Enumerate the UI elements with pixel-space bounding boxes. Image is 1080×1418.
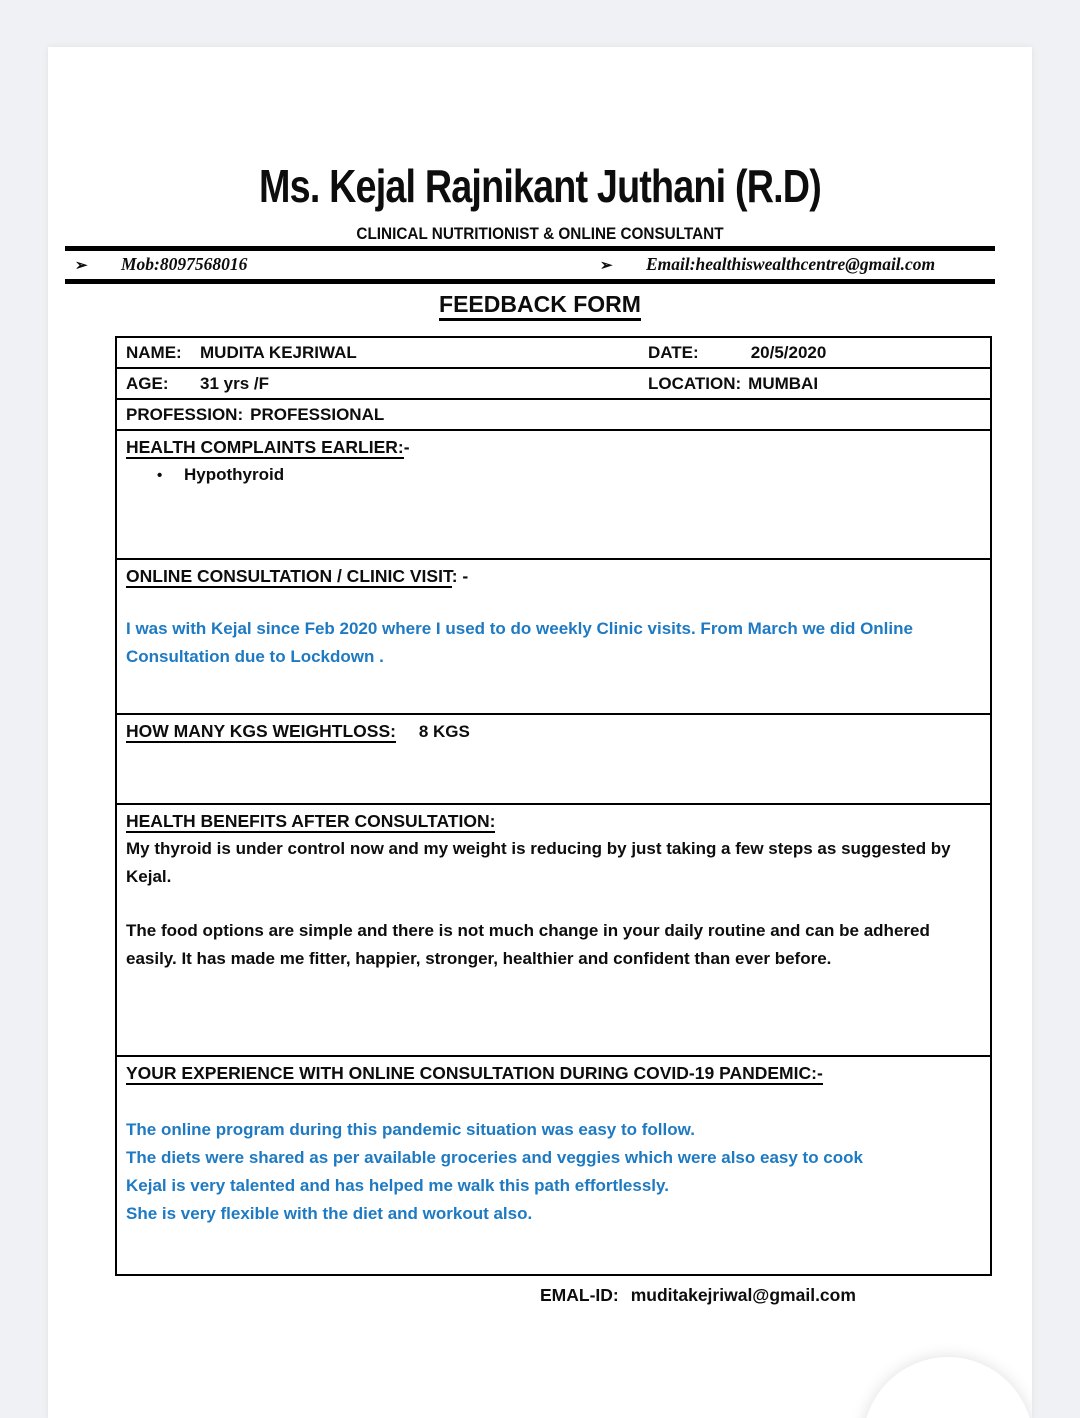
contact-row xyxy=(48,251,1032,277)
experience-line: She is very flexible with the diet and workout also. xyxy=(126,1204,533,1223)
experience-heading xyxy=(126,1060,982,1086)
experience-line: The online program during this pandemic situation was easy to follow. xyxy=(126,1120,695,1139)
footer-email xyxy=(540,1285,1032,1306)
experience-heading-text: YOUR EXPERIENCE WITH ONLINE CONSULTATION DURING COVID-19 PANDEMIC:- xyxy=(126,1063,823,1083)
weightloss-heading xyxy=(126,721,401,743)
location-cell xyxy=(648,372,818,395)
form-title-wrap xyxy=(48,291,1032,321)
consultation-heading-suffix: : - xyxy=(451,566,469,586)
age-label: AGE: xyxy=(126,374,169,393)
weightloss-heading-text: HOW MANY KGS WEIGHTLOSS: xyxy=(126,721,396,741)
floating-action-button[interactable] xyxy=(863,1357,1032,1418)
arrowhead-bullet-icon: ➢ xyxy=(75,258,88,274)
health-complaints-heading xyxy=(126,434,982,460)
health-complaint-item xyxy=(126,463,982,487)
experience-line: Kejal is very talented and has helped me walk this path effortlessly. xyxy=(126,1176,669,1195)
location-value: MUMBAI xyxy=(748,374,819,393)
experience-answer xyxy=(126,1116,982,1228)
health-complaints-heading-text: HEALTH COMPLAINTS EARLIER: xyxy=(126,437,404,457)
benefits-paragraph-2: The food options are simple and there is not much change in your daily routine and can be adhered easily. It has made me fitter, happier, stronger, healthier and confident than ever before. xyxy=(126,921,930,968)
experience-line: The diets were shared as per available groceries and veggies which were also easy to cook xyxy=(126,1148,863,1167)
profession-value: PROFESSIONAL xyxy=(250,405,385,424)
table-row-benefits xyxy=(117,805,990,1057)
benefits-paragraph-1: My thyroid is under control now and my weight is reducing by just taking a few steps as suggested by Kejal. xyxy=(126,839,951,886)
contact-email xyxy=(600,251,935,279)
consultation-answer: I was with Kejal since Feb 2020 where I used to do weekly Clinic visits. From March we did Online Consultation due to Lockdown . xyxy=(126,619,913,666)
mobile-number: Mob:8097568016 xyxy=(120,254,248,274)
weightloss-value: 8 KGS xyxy=(418,722,470,741)
location-label: LOCATION: xyxy=(648,374,742,393)
table-row-name-date xyxy=(117,338,990,369)
document-page xyxy=(48,47,1032,1418)
feedback-table xyxy=(115,336,992,1276)
name-value: MUDITA KEJRIWAL xyxy=(200,343,357,362)
benefits-heading xyxy=(126,808,982,834)
email-address: Email:healthiswealthcentre@gmail.com xyxy=(645,254,936,274)
consultation-heading-text: ONLINE CONSULTATION / CLINIC VISIT xyxy=(126,566,452,586)
page-title: Ms. Kejal Rajnikant Juthani (R.D) xyxy=(259,160,821,212)
health-complaint-text: Hypothyroid xyxy=(184,465,285,484)
table-row-weightloss xyxy=(117,715,990,805)
table-row-consultation xyxy=(117,560,990,715)
age-value: 31 yrs /F xyxy=(200,374,269,393)
health-complaints-heading-suffix: - xyxy=(403,437,410,457)
date-cell xyxy=(648,341,826,364)
table-row-experience xyxy=(117,1057,990,1274)
footer-email-value: muditakejriwal@gmail.com xyxy=(630,1285,856,1305)
benefits-heading-text: HEALTH BENEFITS AFTER CONSULTATION: xyxy=(126,811,496,831)
consultation-heading xyxy=(126,563,982,589)
form-title: FEEDBACK FORM xyxy=(439,291,641,321)
table-row-health-complaints xyxy=(117,431,990,560)
profession-label: PROFESSION: xyxy=(126,405,244,424)
contact-mobile xyxy=(75,251,247,279)
table-row-profession xyxy=(117,400,990,431)
bullet-icon: • xyxy=(157,467,163,484)
arrowhead-bullet-icon: ➢ xyxy=(600,258,613,274)
table-row-age-location xyxy=(117,369,990,400)
footer-email-label: EMAL-ID: xyxy=(540,1285,619,1305)
date-label: DATE: xyxy=(648,343,699,362)
name-label: NAME: xyxy=(126,343,182,362)
divider-bar-bottom xyxy=(65,279,995,284)
page-subtitle: CLINICAL NUTRITIONIST & ONLINE CONSULTANT xyxy=(356,224,724,243)
date-value: 20/5/2020 xyxy=(750,343,827,362)
